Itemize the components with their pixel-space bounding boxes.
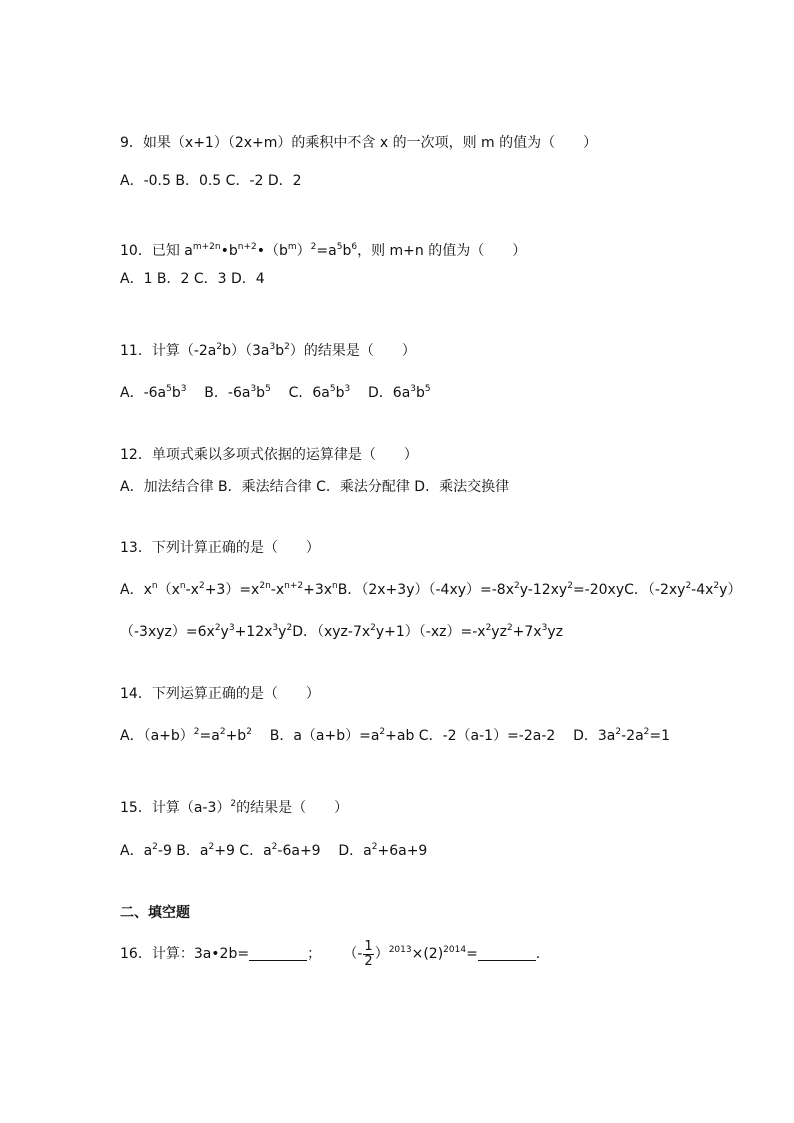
q11-stem: 11．计算$(-2a^2b)(3a^3b^2)$的结果是（ ）: [120, 342, 416, 359]
q9-stem: 9．如果（x+1）（2x+m）的乘积中不含 x 的一次项，则 m 的值为（ ）: [120, 135, 598, 151]
q10-options: A．1 B．2 C．3 D．4: [120, 271, 265, 287]
q16-stem: 16．计算：3a•2b= ； （- $\frac{1}{2}$ ）$^{2013}\times(2)^{2014}=$ .: [120, 938, 541, 969]
q15-stem: 15．计算$(a-3)^2$的结果是（ ）: [120, 799, 349, 816]
q15-options: A．$a^2-9$ B．$a^2+9$ C．$a^2-6a+9$ D．$a^2+6a+9$: [120, 842, 428, 859]
q13-options-line2: $(-3xyz)=6x^2y^3+12x^3y^2D$．$(xyz-7x^2y+1)(-xz)=-x^2yz^2+7x^3yz$: [120, 623, 563, 640]
section-title-fill-in: 二、填空题: [120, 905, 190, 921]
q14-options: A．$(a+b)^2=a^2+b^2$ B．$a(a+b)=a^2+ab$ C．-2（a-1）=-2a-2 D．$3a^2-2a^2=1$: [120, 727, 671, 744]
q10-stem: 10．已知 $a^{m+2n}•b^{n+2}•(b^m)^2=a^5b^6$，则 m+n 的值为（ ）: [120, 242, 527, 259]
answer-blank-1[interactable]: [249, 946, 307, 961]
q13-stem: 13．下列计算正确的是（ ）: [120, 540, 320, 556]
q11-options: A．$-6a^5b^3$ B．$-6a^3b^5$ C．$6a^5b^3$ D．$6a^3b^5$: [120, 384, 431, 401]
q12-options: A．加法结合律 B．乘法结合律 C．乘法分配律 D．乘法交换律: [120, 479, 510, 495]
q13-options-line1: A．$x^n(x^n-x^2+3)=x^{2n}-x^{n+2}+3x^nB$．$(2x+3y)(-4xy)=-8x^2y-12xy^2=-20xyC$．$(-2xy^2-4x^2y)$: [120, 581, 742, 598]
answer-blank-2[interactable]: [478, 946, 536, 961]
q9-options: A．-0.5 B．0.5 C．-2 D．2: [120, 173, 302, 189]
fraction-one-half: $\frac{1}{2}$: [364, 938, 373, 969]
q12-stem: 12．单项式乘以多项式依据的运算律是（ ）: [120, 447, 418, 463]
q14-stem: 14．下列运算正确的是（ ）: [120, 686, 320, 702]
